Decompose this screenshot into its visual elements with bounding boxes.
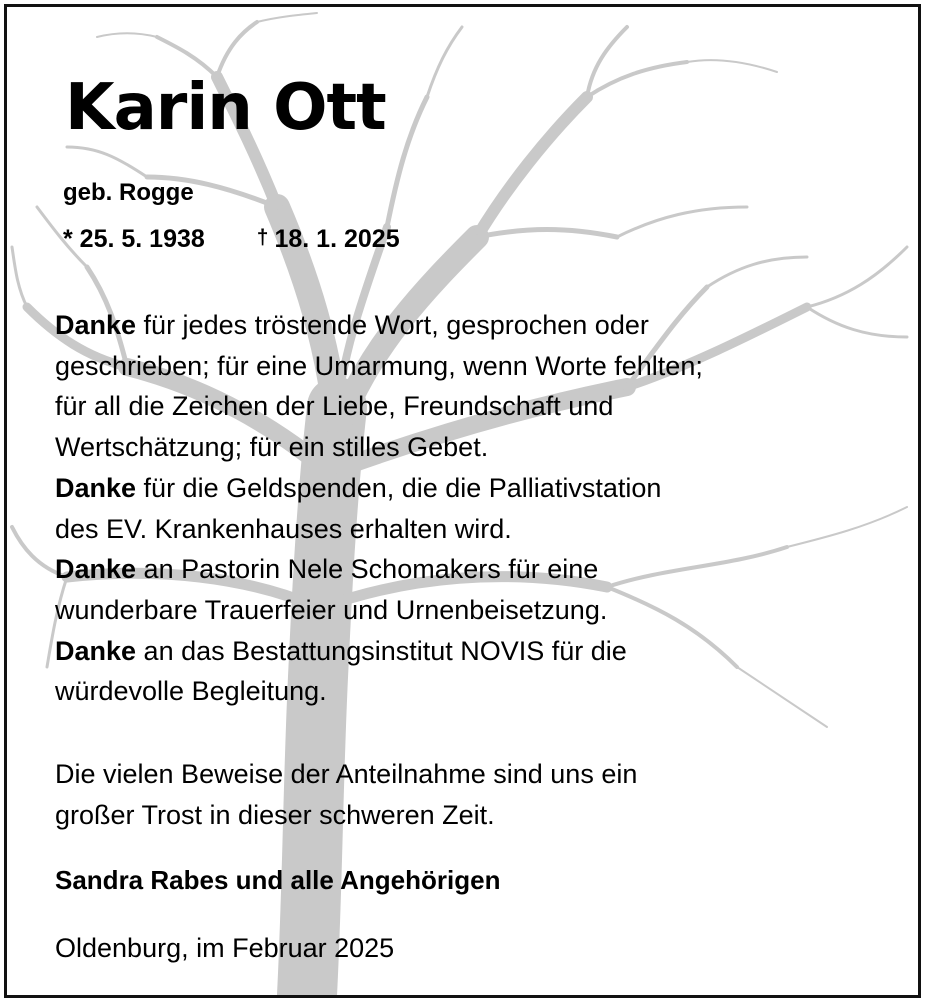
deceased-name: Karin Ott <box>65 71 386 145</box>
thanks-text: wunderbare Trauerfeier und Urnenbeisetzung. <box>55 594 608 625</box>
thanks-lead: Danke <box>55 554 137 585</box>
thanks-text: für die Geldspenden, die die Palliativstation <box>136 472 662 503</box>
thanks-line <box>55 509 855 550</box>
thanks-lead: Danke <box>55 472 137 503</box>
birth-date: * 25. 5. 1938 <box>63 225 205 253</box>
thanks-text: für all die Zeichen der Liebe, Freundschaft und <box>55 391 614 422</box>
thanks-line <box>55 671 855 712</box>
thanks-text: für jedes tröstende Wort, gesprochen oder <box>136 310 649 340</box>
thanks-line <box>55 549 855 590</box>
thanks-text: würdevolle Begleitung. <box>55 676 327 707</box>
thanks-text: geschrieben; für eine Umarmung, wenn Worte fehlten; <box>55 350 703 381</box>
place-and-date: Oldenburg, im Februar 2025 <box>55 933 395 963</box>
thanks-paragraph <box>55 305 855 712</box>
thanks-lead: Danke <box>55 635 137 666</box>
cross-symbol: † <box>256 226 269 249</box>
closing-line: Die vielen Beweise der Anteilnahme sind uns ein <box>55 759 638 789</box>
thanks-lead: Danke <box>55 310 137 340</box>
signer: Sandra Rabes und alle Angehörigen <box>55 865 501 895</box>
life-dates <box>63 225 400 254</box>
thanks-text: an Pastorin Nele Schomakers für eine <box>136 554 599 585</box>
thanks-text: an das Bestattungsinstitut NOVIS für die <box>136 635 627 666</box>
thanks-line <box>55 305 855 346</box>
obituary-notice <box>4 4 921 998</box>
thanks-text: Wertschätzung; für ein stilles Gebet. <box>55 432 489 463</box>
thanks-line <box>55 427 855 468</box>
thanks-line <box>55 631 855 672</box>
thanks-line <box>55 590 855 631</box>
maiden-name: geb. Rogge <box>63 179 194 206</box>
thanks-text: des EV. Krankenhauses erhalten wird. <box>55 513 512 544</box>
closing-line: großer Trost in dieser schweren Zeit. <box>55 799 495 830</box>
thanks-line <box>55 346 855 387</box>
thanks-line <box>55 468 855 509</box>
thanks-line <box>55 386 855 427</box>
closing-paragraph <box>55 754 637 835</box>
death-date: 18. 1. 2025 <box>274 225 400 253</box>
